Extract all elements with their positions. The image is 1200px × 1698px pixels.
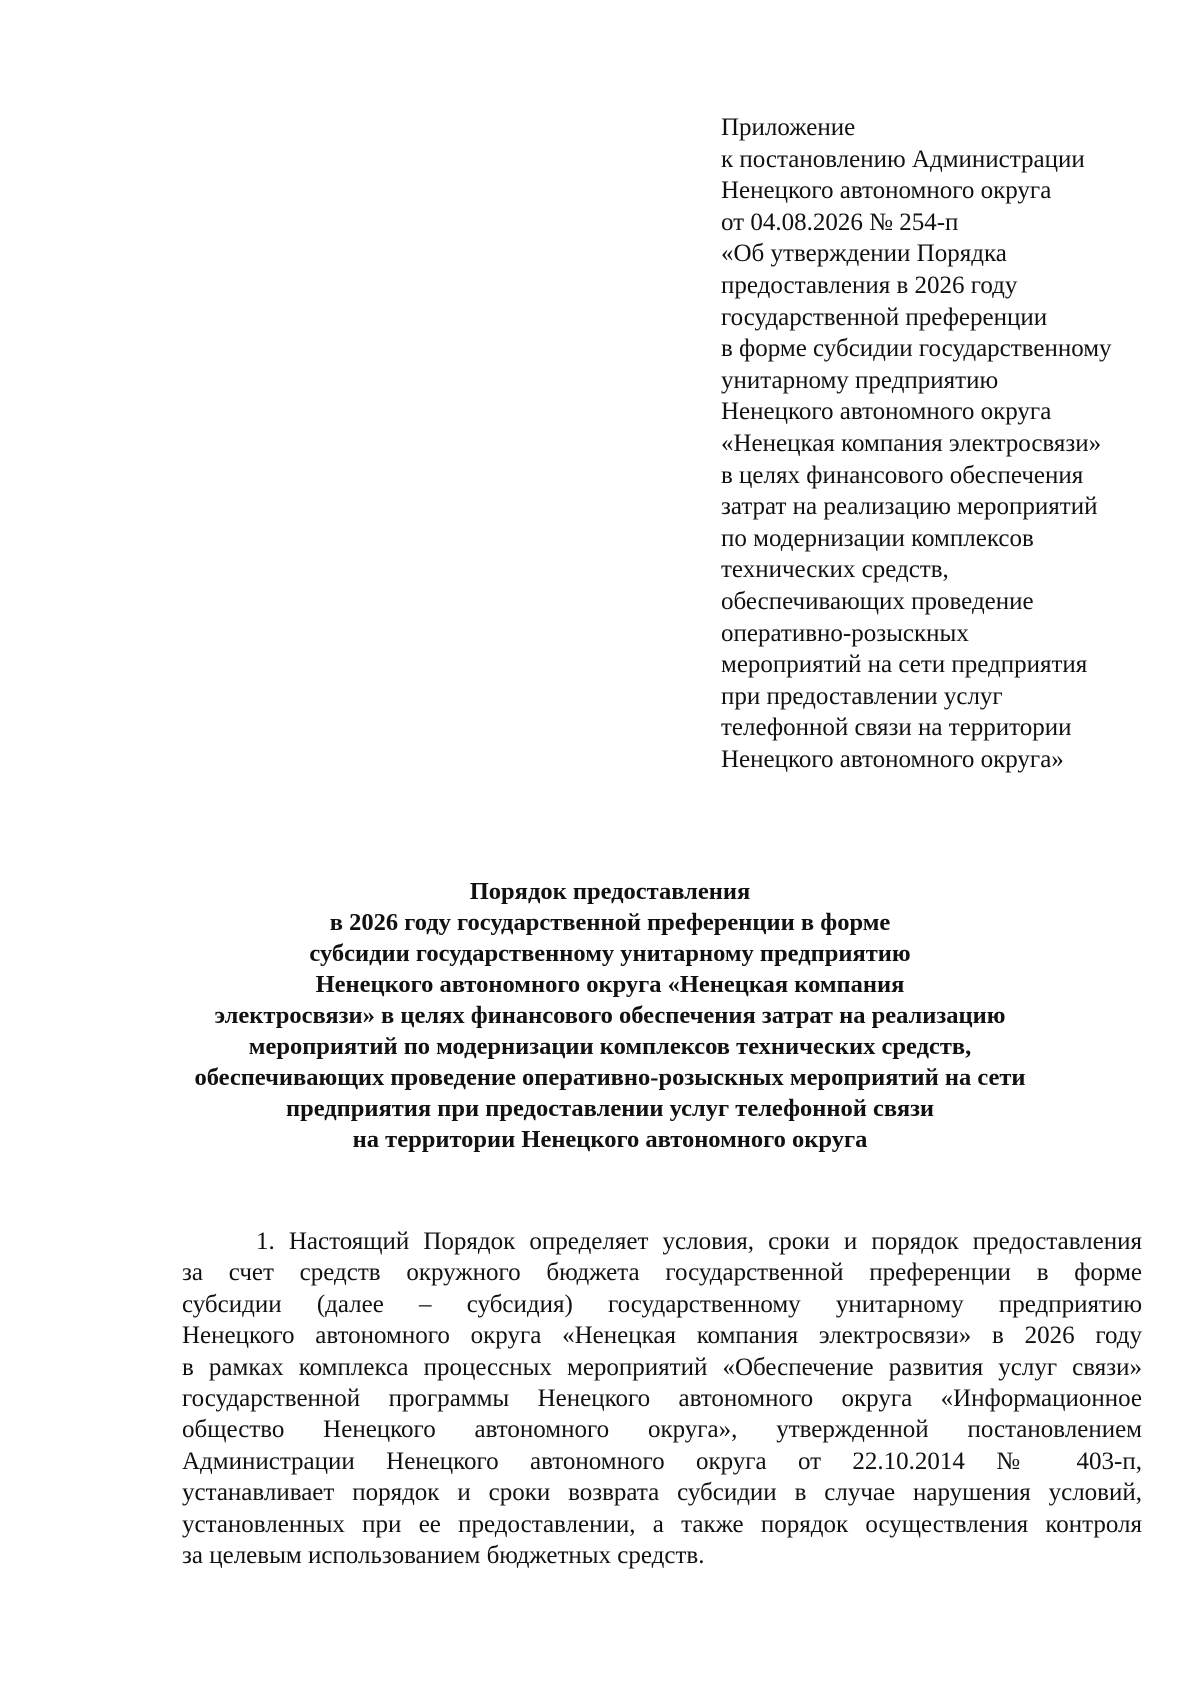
paragraph-line: за целевым использованием бюджетных средств. — [182, 1542, 705, 1570]
paragraph-line: Ненецкого автономного округа «Ненецкая компания электросвязи» в 2026 году — [182, 1322, 1142, 1350]
title-line: мероприятий по модернизации комплексов технических средств, — [248, 1033, 972, 1060]
title-line: электросвязи» в целях финансового обеспечения затрат на реализацию — [214, 1002, 1006, 1029]
document-title — [150, 876, 1070, 1155]
appendix-line: к постановлению Администрации — [721, 145, 1085, 173]
appendix-line: Ненецкого автономного округа — [721, 398, 1052, 426]
appendix-line: Ненецкого автономного округа» — [721, 745, 1064, 773]
paragraph-line: за счет средств окружного бюджета государственной преференции в форме — [182, 1259, 1142, 1287]
appendix-line: в целях финансового обеспечения — [721, 461, 1084, 489]
title-line: в 2026 году государственной преференции в форме — [329, 909, 891, 936]
appendix-line: Ненецкого автономного округа — [721, 177, 1052, 205]
title-line: Ненецкого автономного округа «Ненецкая компания — [315, 971, 905, 998]
appendix-line: государственной преференции — [721, 303, 1048, 331]
appendix-line: оперативно-розыскных — [721, 619, 969, 647]
paragraph-line: общество Ненецкого автономного округа», утвержденной постановлением — [182, 1416, 1142, 1444]
appendix-line: Приложение — [721, 114, 856, 141]
title-line: на территории Ненецкого автономного округа — [352, 1126, 868, 1153]
appendix-line: в форме субсидии государственному — [721, 335, 1112, 363]
appendix-line: «Об утверждении Порядка — [721, 240, 1007, 268]
appendix-line: технических средств, — [721, 556, 949, 584]
paragraph-line: 1. Настоящий Порядок определяет условия, сроки и порядок предоставления — [256, 1228, 1142, 1255]
appendix-line: от 04.08.2026 № 254-п — [721, 208, 959, 236]
paragraph-line: устанавливает порядок и сроки возврата субсидии в случае нарушения условий, — [182, 1479, 1142, 1507]
appendix-line: затрат на реализацию мероприятий — [721, 493, 1098, 521]
title-line: обеспечивающих проведение оперативно-розыскных мероприятий на сети — [194, 1064, 1026, 1091]
title-line: предприятия при предоставлении услуг телефонной связи — [285, 1095, 935, 1122]
appendix-block — [721, 112, 1161, 775]
paragraph-line: в рамках комплекса процессных мероприятий «Обеспечение развития услуг связи» — [182, 1353, 1142, 1381]
paragraph-line: Администрации Ненецкого автономного округа от 22.10.2014 № 403-п, — [182, 1447, 1142, 1475]
appendix-line: предоставления в 2026 году — [721, 271, 1018, 299]
appendix-line: при предоставлении услуг — [721, 682, 1003, 710]
appendix-line: «Ненецкая компания электросвязи» — [721, 429, 1102, 457]
appendix-line: обеспечивающих проведение — [721, 587, 1034, 615]
appendix-line: унитарному предприятию — [721, 366, 999, 394]
title-line: Порядок предоставления — [469, 878, 751, 905]
paragraph-line: установленных при ее предоставлении, а также порядок осуществления контроля — [182, 1510, 1142, 1538]
paragraph-line: субсидии (далее – субсидия) государственному унитарному предприятию — [182, 1290, 1142, 1318]
appendix-line: по модернизации комплексов — [721, 524, 1034, 552]
paragraph-line: государственной программы Ненецкого автономного округа «Информационное — [182, 1385, 1142, 1413]
appendix-line: мероприятий на сети предприятия — [721, 651, 1088, 679]
appendix-line: телефонной связи на территории — [721, 714, 1072, 742]
paragraph-1 — [182, 1226, 1142, 1571]
title-line: субсидии государственному унитарному предприятию — [309, 940, 911, 967]
